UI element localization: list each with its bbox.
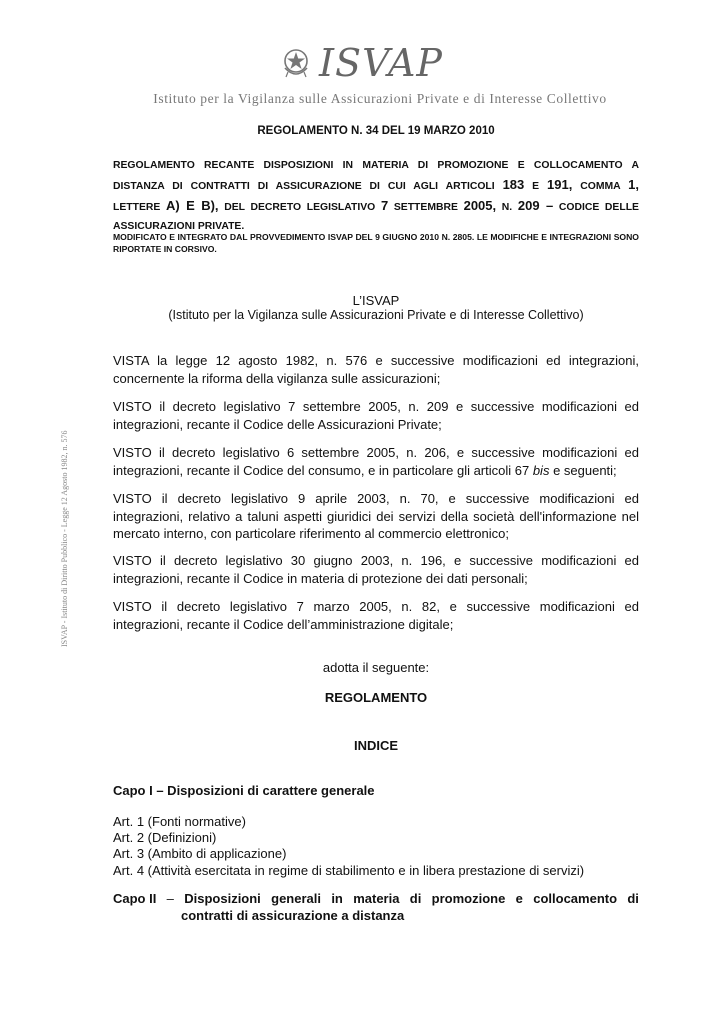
index-heading: INDICE bbox=[353, 738, 399, 753]
authority-name: L’ISVAP bbox=[352, 293, 400, 308]
article-entry: Art. 1 (Fonti normative) bbox=[113, 814, 246, 829]
adoption-statement: adotta il seguente: bbox=[322, 660, 430, 675]
article-entry: Art. 3 (Ambito di applicazione) bbox=[113, 846, 287, 862]
chapter-2-title: Capo II – Disposizioni generali in materia di promozione e collocamento di contratti di assicurazione a distanza bbox=[113, 891, 639, 923]
description-line-2: DISTANZA DI CONTRATTI DI ASSICURAZIONE DI CUI AGLI ARTICOLI 183 E 191, COMMA 1, bbox=[113, 177, 639, 192]
article-entry: Art. 4 (Attività esercitata in regime di stabilimento e in libera prestazione di servizi) bbox=[113, 862, 585, 878]
modification-note: MODIFICATO E INTEGRATO DAL PROVVEDIMENTO ISVAP DEL 9 GIUGNO 2010 N. 2805. LE MODIFICHE E INTEGRAZIONI SONO RIPORTATE IN CORSIVO. bbox=[113, 232, 639, 254]
regulation-heading: REGOLAMENTO bbox=[324, 690, 428, 705]
institute-name: Istituto per la Vigilanza sulle Assicurazioni Private e di Interesse Collettivo bbox=[153, 91, 607, 106]
preamble-item: VISTO il decreto legislativo 7 settembre 2005, n. 209 e successive modificazioni ed integrazioni, recante il Codice delle Assicurazioni Private; bbox=[113, 399, 639, 432]
article-entry: Art. 2 (Definizioni) bbox=[113, 830, 217, 846]
description-line-1: REGOLAMENTO RECANTE DISPOSIZIONI IN MATERIA DI PROMOZIONE E COLLOCAMENTO A bbox=[113, 160, 639, 171]
letterhead bbox=[0, 41, 724, 85]
regulation-title: REGOLAMENTO N. 34 DEL 19 MARZO 2010 bbox=[257, 125, 495, 137]
regulation-description bbox=[113, 156, 639, 236]
preamble-item: VISTA la legge 12 agosto 1982, n. 576 e successive modificazioni ed integrazioni, concernente la riforma della vigilanza sulle assicurazioni; bbox=[113, 353, 639, 386]
italian-republic-emblem-icon bbox=[281, 46, 311, 80]
chapter-1-article-list bbox=[113, 814, 639, 879]
authority-full-name: (Istituto per la Vigilanza sulle Assicurazioni Private e di Interesse Collettivo) bbox=[168, 308, 584, 322]
margin-note: ISVAP - Istituto di Diritto Pubblico - Legge 12 Agosto 1982, n. 576 bbox=[60, 430, 69, 647]
preamble-item: VISTO il decreto legislativo 9 aprile 2003, n. 70, e successive modificazioni ed integrazioni, relativo a taluni aspetti giuridici dei servizi della società dell'informazione nel mercato interno, con particolare riferimento al commercio elettronico; bbox=[113, 491, 639, 541]
preamble-item: VISTO il decreto legislativo 6 settembre 2005, n. 206, e successive modificazioni ed integrazioni, recante il Codice del consumo, e in particolare gli articoli 67 bis e seguenti; bbox=[113, 445, 639, 478]
preamble-item: VISTO il decreto legislativo 7 marzo 2005, n. 82, e successive modificazioni ed integrazioni, recante il Codice dell’amministrazione digitale; bbox=[113, 599, 639, 632]
description-line-4: ASSICURAZIONI PRIVATE. bbox=[113, 221, 245, 232]
logo-text: ISVAP bbox=[319, 41, 443, 85]
description-line-3: LETTERE A) E B), DEL DECRETO LEGISLATIVO 7 SETTEMBRE 2005, N. 209 – CODICE DELLE bbox=[113, 198, 639, 213]
preamble-item: VISTO il decreto legislativo 30 giugno 2003, n. 196, e successive modificazioni ed integrazioni, recante il Codice in materia di protezione dei dati personali; bbox=[113, 553, 639, 586]
chapter-1-title: Capo I – Disposizioni di carattere generale bbox=[113, 783, 375, 798]
